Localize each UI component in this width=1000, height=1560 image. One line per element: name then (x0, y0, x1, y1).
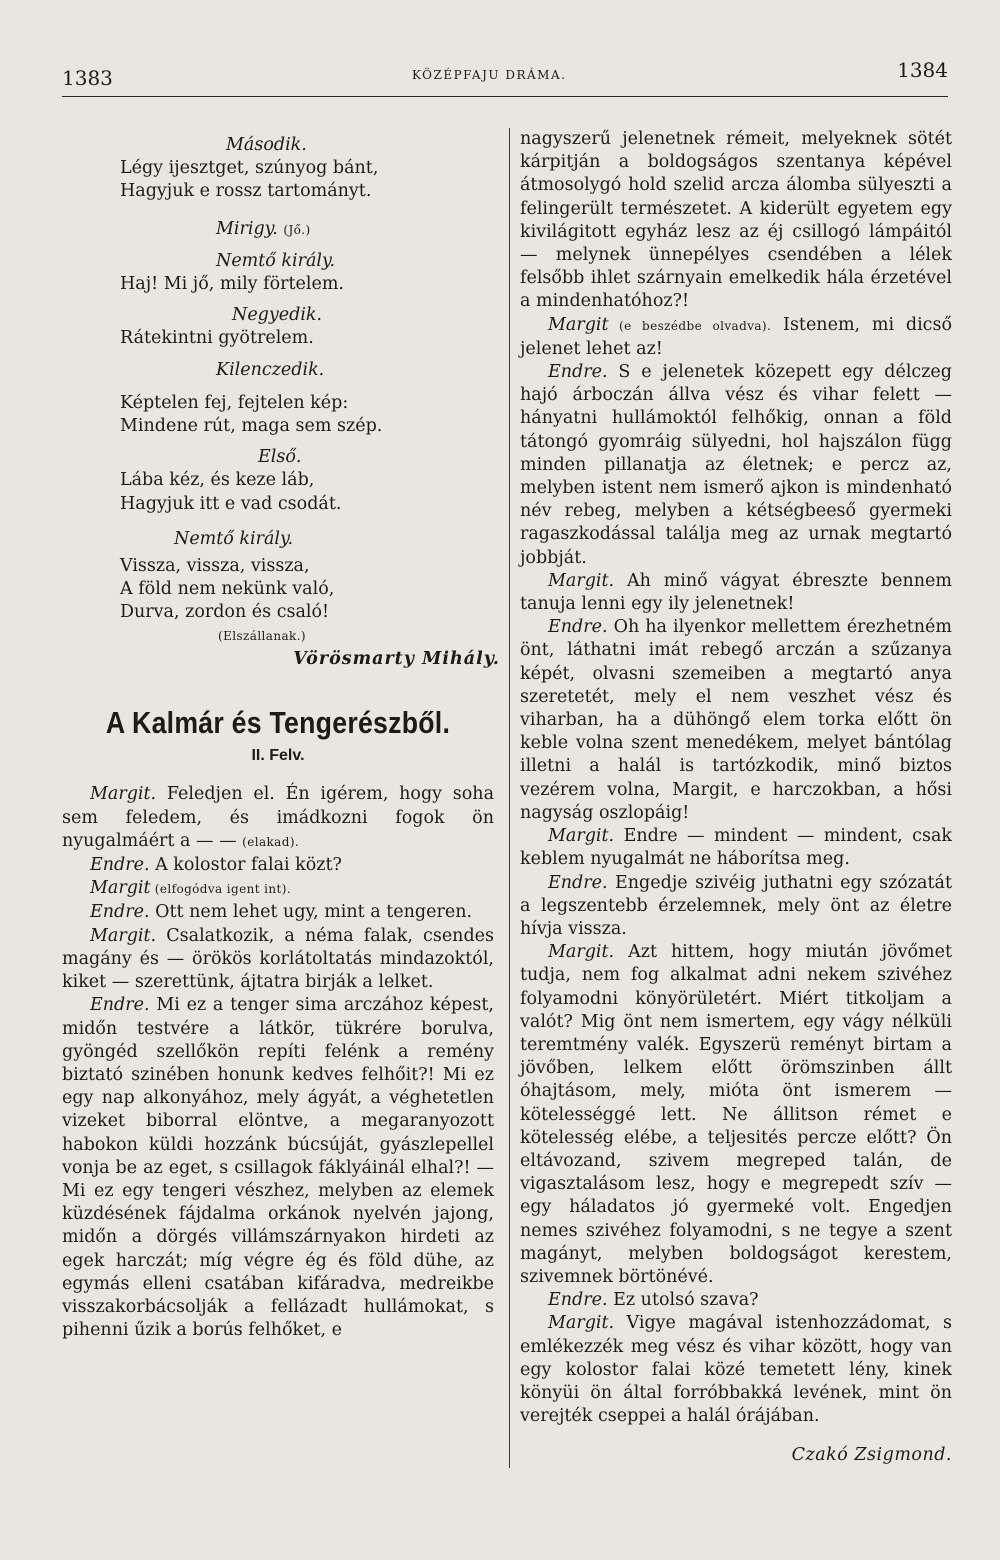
dialogue-paragraph: nagyszerű jelenetnek rémeit, melyeknek sötét kárpitján a boldogságos szentanya képével átmosolygó hold szelid arcza álomba sülyeszti a felingerült természetet. A kiderült egyetem egy kivilágitott egyház lesz az éj csillogó lámpáitól — melynek ünnepélyes csendében a lélek felsőbb ihlet szárnyain emelkedik hála érzetével a mindenhatóhoz?! (520, 129, 952, 312)
column-divider (509, 128, 510, 1468)
speaker-name: Margit. (548, 1313, 615, 1334)
dialogue-text: Mi ez a tenger sima arczához képest, midőn testvére a látkör, tükrére borulva, gyöngéd szellőkön repíti felénk a remény biztató szinében honunk kedves felhőit?! Mi ez egy nap alkonyához, mely ágyát, a véghetetlen vizeket biborral elöntve, a megaranyozott habokon küldi hozzánk búcsúját, gyászlepellel vonja be az eget, s csillagok fáklyáinál elhal?! — Mi ez egy tengeri vészhez, melyben az elemek küzdésének fájdalma orkánok nyelvén jajong, midőn a dörgés villámszárnyakon hirdeti az egek harczát; míg végre ég és föld dühe, az egymás elleni csatában kifáradva, medreikbe visszakorbácsolják a fellázadt hullámokat, s pihenni űzik a borús felhőket, e (62, 995, 494, 1341)
role-heading: Első. (258, 447, 302, 468)
dialogue-text: Engedje szivéig juthatni egy szózatát a legszentebb érzelemnek, mely önt az életre hívja vissza. (520, 872, 952, 939)
section-subtitle: II. Felv. (251, 747, 305, 765)
dialogue-paragraph (520, 361, 952, 570)
dialogue-text: Feledjen el. Én igérem, hogy soha sem feledem, és imádkozni fogok ön nyugalmáért a — — (62, 784, 494, 851)
verse-line: Képtelen fej, fejtelen kép: (120, 392, 349, 413)
dialogue-text: Vigye magával istenhozzádomat, s emlékezzék meg vész és vihar között, hogy van egy kolostor falai közé temetett lény, kinek könyüi ön által forróbbakká levének, mint ön verejték cseppei a halál órájában. (520, 1313, 952, 1427)
author-signature: Czakó Zsigmond. (791, 1445, 952, 1466)
speaker-name: Margit (548, 314, 609, 335)
dialogue-paragraph (520, 872, 952, 942)
verse-line: Légy ijesztget, szúnyog bánt, (120, 158, 379, 179)
verse-line: Rátekintni gyötrelem. (120, 328, 314, 349)
role-name: Mirigy. (216, 218, 278, 239)
role-heading: Negyedik. (232, 305, 323, 326)
dialogue-paragraph (62, 854, 494, 877)
dialogue-text: Ott nem lehet ugy, mint a tengeren. (149, 902, 473, 923)
speaker-name: Endre. (90, 995, 150, 1016)
dialogue-text: Ez utolsó szava? (607, 1290, 759, 1311)
speaker-name: Endre. (90, 855, 150, 876)
dialogue-text: A kolostor falai közt? (149, 855, 342, 876)
verse-line: Durva, zordon és csaló! (120, 602, 330, 623)
speaker-name: Margit. (548, 570, 615, 591)
stage-direction: (elfogódva igent int). (150, 882, 292, 897)
dialogue-text: Oh ha ilyenkor mellettem érezhetném önt, láthatni imát rebegő arczán a szűzanya képét, olvasni szemeiben a megtartó anya szeretetét, mely el nem veszhet vész és viharban, ha a dühöngő elem torka előtt ön keble volna szent menedékem, melyet bántólag illetni a halál is tartózkodik, minő biztos vezérem volna, Margit, e harczokban, a hősi nagyság oszlopáig! (520, 617, 952, 823)
speaker-name: Margit. (90, 784, 157, 805)
role-heading: Második. (226, 135, 307, 155)
page-number-left: 1383 (62, 66, 113, 90)
role-heading: Kilenczedik. (216, 359, 325, 380)
role-heading: Nemtő király. (174, 528, 294, 549)
dialogue-paragraph (62, 994, 494, 1342)
dialogue-paragraph (520, 1289, 952, 1312)
stage-direction: (Jő.) (283, 222, 311, 237)
dialogue-paragraph (62, 901, 494, 924)
verse-line: Hagyjuk itt e vad csodát. (120, 493, 342, 514)
verse-line: Vissza, vissza, vissza, (120, 556, 310, 577)
role-heading (62, 218, 494, 242)
dialogue-text: Ah minő vágyat ébreszte bennem tanuja lenni egy ily jelenetnek! (520, 570, 952, 615)
speaker-name: Margit. (548, 942, 615, 963)
speaker-name: Endre. (548, 617, 608, 638)
dialogue-paragraph (520, 941, 952, 1289)
dialogue-text: Endre — mindent — mindent, csak keblem nyugalmát ne háborítsa meg. (520, 826, 952, 870)
speaker-name: Margit (90, 878, 151, 899)
speaker-name: Endre. (548, 362, 608, 383)
author-signature: Vörösmarty Mihály. (293, 648, 500, 669)
dialogue-paragraph (520, 616, 952, 825)
speaker-name: Endre. (90, 902, 150, 923)
speaker-name: Endre. (548, 872, 608, 893)
section-title: A Kalmár és Tengerészből. (105, 705, 451, 741)
dialogue-paragraph (62, 783, 494, 854)
speaker-name: Margit. (90, 925, 157, 946)
dialogue-text: Csalatkozik, a néma falak, csendes magány és — örökös korlátoltatás mindazoktól, kiket — szerettünk, ájtatra birják a lelket. (62, 925, 494, 993)
verse-line: Lába kéz, és keze láb, (120, 470, 315, 491)
dialogue-text: S e jelenetek közepett egy délczeg hajó árboczán állva vész és vihar felett — hányatni hullámoktól felhőkig, onnan a föld tátongó gyomráig sülyedni, hol hajszálon függ minden pillanatja az életnek; e percz az, melyben istent nem ismerő ajkon is mindenható név rebeg, melyben a kétségbeeső gyermeki ragaszkodással találja meg az urnak megtartó jobbját. (520, 362, 952, 568)
running-title: KÖZÉPFAJU DRÁMA. (412, 68, 567, 82)
left-column (62, 128, 500, 1342)
dialogue-text: Azt hittem, hogy miután jövőmet tudja, nem fog alkalmat adni nekem szivéhez folyamodni könyörületért. Miért titkoljam a valót? Mig önt nem ismertem, egy vágy nélküli teremtmény valék. Egyszerü reményt birtam a jövőben, lelkem előtt örömszinben állt óhajtásom, mely, mióta önt ismerem — kötelességgé lett. Ne állitson rémet e kötelesség elébe, a teljesités percze előtt? Ön eltávozand, szivem megreped talán, de vigasztalásom lesz, hogy e megrepedt szív — egy háladatos jó gyermeké volt. Engedjen nemes szivéhez folyamodni, s ne tegye a szent magányt, melyben boldogságot kerestem, szivemnek börtönévé. (520, 942, 952, 1287)
verse-line: A föld nem nekünk való, (120, 579, 335, 600)
verse-line: Haj! Mi jő, mily förtelem. (120, 274, 344, 295)
dialogue-text: Istenem, mi dicső jelenet lehet az! (520, 314, 952, 359)
speaker-name: Endre. (548, 1290, 608, 1311)
speaker-name: Margit. (548, 826, 615, 847)
role-heading: Nemtő király. (216, 250, 336, 271)
dialogue-paragraph (520, 314, 952, 361)
dialogue-paragraph (520, 825, 952, 871)
verse-line: Hagyjuk e rossz tartományt. (120, 181, 372, 202)
dialogue-paragraph (62, 877, 494, 901)
page-header (62, 56, 948, 97)
dialogue-paragraph (520, 570, 952, 616)
dialogue-paragraph (520, 1312, 952, 1428)
stage-direction: (elakad). (242, 834, 300, 849)
stage-direction: (Elszállanak.) (218, 628, 306, 643)
dialogue-paragraph (62, 925, 494, 995)
verse-line: Mindene rút, maga sem szép. (120, 416, 383, 437)
stage-direction: (e beszédbe olvadva). (608, 318, 772, 333)
page-number-right: 1384 (897, 58, 948, 82)
right-column (520, 128, 952, 1468)
